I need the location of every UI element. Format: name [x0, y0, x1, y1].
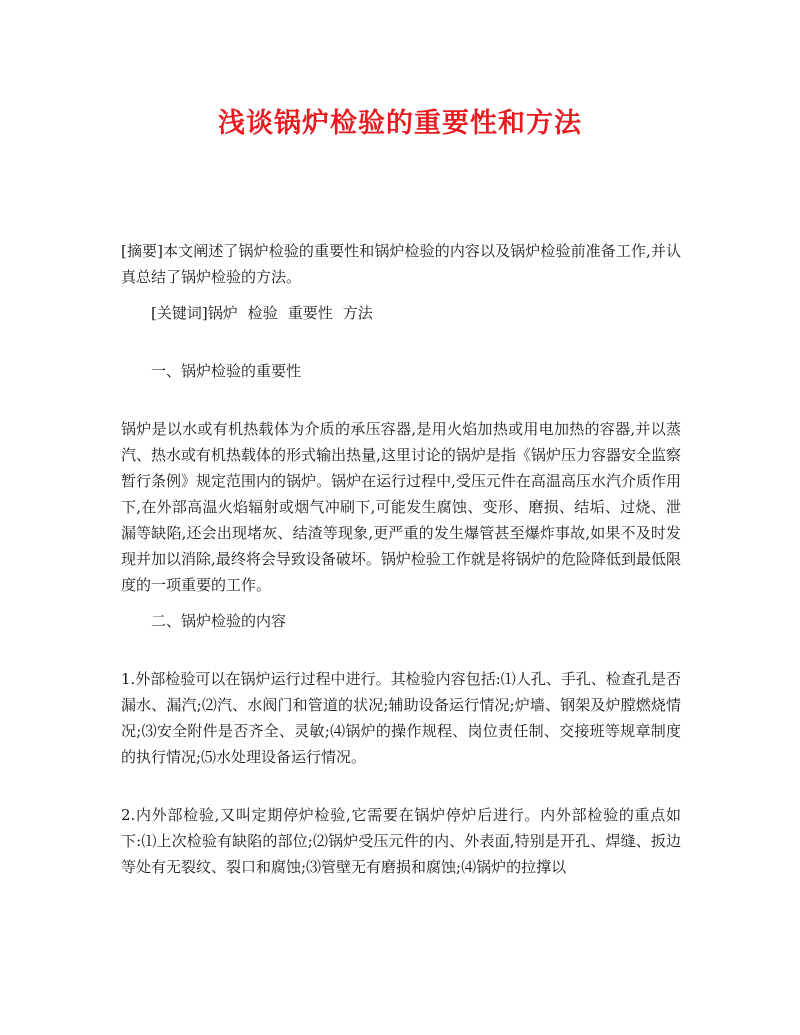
- keywords-line: [121, 300, 681, 326]
- document-body: [121, 238, 681, 880]
- section-paragraph: 1.外部检验可以在锅炉运行过程中进行。其检验内容包括:⑴人孔、手孔、检查孔是否漏水、漏汽;⑵汽、水阀门和管道的状况;辅助设备运行情况;炉墙、钢架及炉膛燃烧情况;⑶安全附件是否齐全、灵敏;⑷锅炉的操作规程、岗位责任制、交接班等规章制度的执行情况;⑸水处理设备运行情况。: [121, 670, 681, 766]
- document-title: 浅谈锅炉检验的重要性和方法: [218, 108, 582, 139]
- section-paragraph: 锅炉是以水或有机热载体为介质的承压容器,是用火焰加热或用电加热的容器,并以蒸汽、热水或有机热载体的形式输出热量,这里讨论的锅炉是指《锅炉压力容器安全监察暂行条例》规定范围内的锅炉。锅炉在运行过程中,受压元件在高温高压水汽介质作用下,在外部高温火焰辐射或烟气冲刷下,可能发生腐蚀、变形、磨损、结垢、过烧、泄漏等缺陷,还会出现堵灰、结渣等现象,更严重的发生爆管甚至爆炸事故,如果不及时发现并加以消除,最终将会导致设备破坏。锅炉检验工作就是将锅炉的危险降低到最低限度的一项重要的工作。: [121, 420, 681, 594]
- keywords-prefix: [关键词]: [151, 304, 208, 322]
- section-heading-importance: 一、锅炉检验的重要性: [151, 362, 302, 380]
- section-paragraph: 2.内外部检验,又叫定期停炉检验,它需要在锅炉停炉后进行。内外部检验的重点如下:⑴上次检验有缺陷的部位;⑵锅炉受压元件的内、外表面,特别是开孔、焊缝、扳边等处有无裂纹、裂口和腐蚀;⑶管壁无有磨损和腐蚀;⑷锅炉的拉撑以: [121, 806, 681, 876]
- abstract-paragraph: [摘要]本文阐述了锅炉检验的重要性和锅炉检验的内容以及锅炉检验前准备工作,并认真总结了锅炉检验的方法。: [121, 242, 681, 286]
- keyword-item: 重要性: [287, 304, 333, 322]
- keyword-item: 检验: [247, 304, 278, 322]
- keyword-item: 方法: [342, 304, 373, 322]
- keyword-item: 锅炉: [207, 304, 238, 322]
- section-heading-content: 二、锅炉检验的内容: [151, 612, 287, 630]
